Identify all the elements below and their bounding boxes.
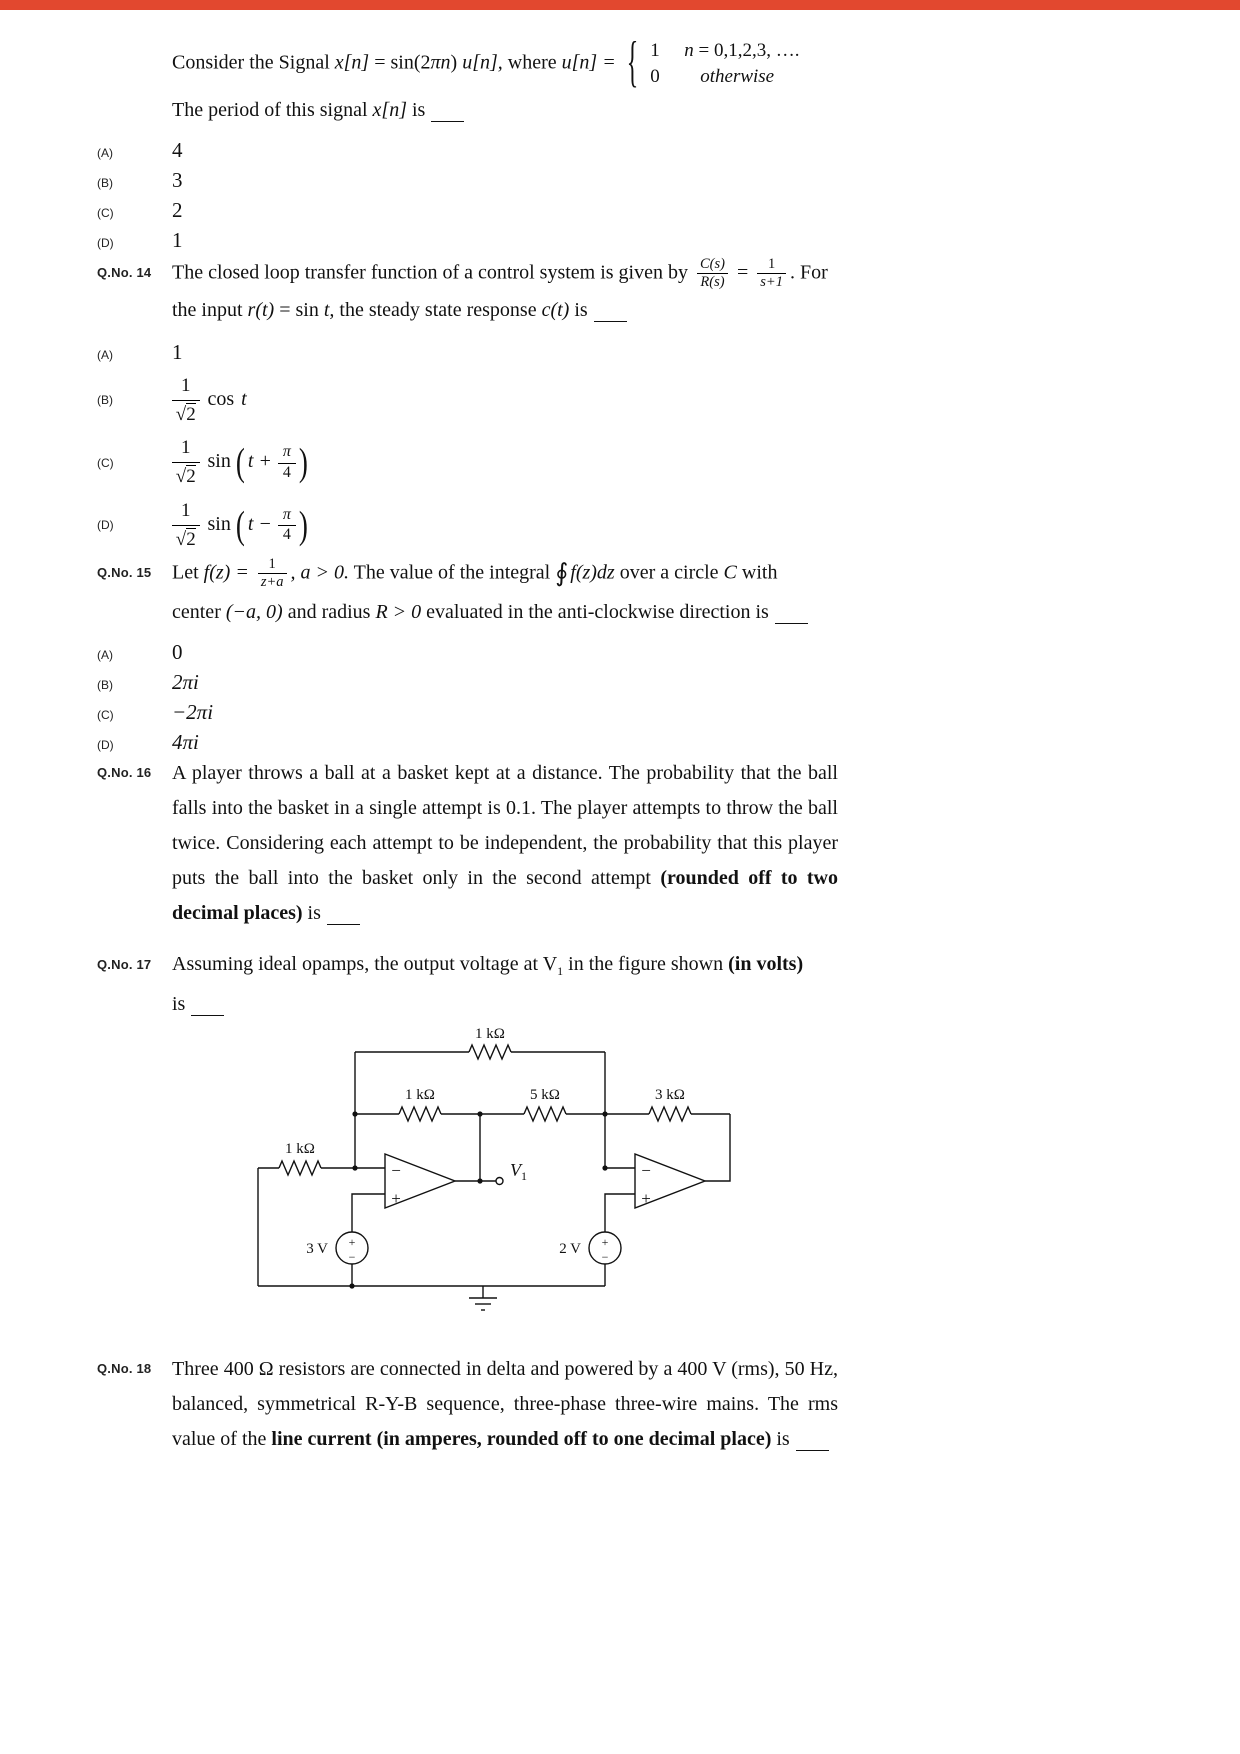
resistor-feedback <box>469 1045 511 1059</box>
math-segment: x[n] <box>372 99 407 121</box>
resistor-series-1k <box>399 1107 441 1121</box>
question-14-option-c <box>97 436 838 489</box>
question-16-head <box>97 756 838 931</box>
resistor-label: 3 kΩ <box>655 1087 685 1103</box>
transfer-function-fraction <box>697 256 728 292</box>
case-condition <box>684 38 799 64</box>
top-bar <box>0 0 1240 10</box>
math-segment: x[n] <box>334 51 370 74</box>
contour-integral-symbol: ∮ <box>555 560 569 588</box>
math-segment: πn <box>430 51 451 74</box>
question-17-text-line-2 <box>172 988 838 1021</box>
option-value: 1 <box>172 339 183 364</box>
fraction <box>172 436 200 489</box>
numerator: 1 <box>258 556 287 574</box>
option-label: (B) <box>97 176 113 190</box>
question-17-text-line-1 <box>172 948 838 988</box>
resistor-series-5k <box>524 1107 566 1121</box>
option-value: 4πi <box>172 729 199 754</box>
case-condition: otherwise <box>700 66 775 87</box>
math-segment: r(t) <box>247 298 275 321</box>
sqrt-argument: 2 <box>186 466 196 488</box>
case-row <box>650 64 799 90</box>
numerator: 1 <box>757 256 786 274</box>
answer-blank <box>796 1440 829 1451</box>
fraction <box>172 374 200 427</box>
junction-dots <box>349 1111 607 1288</box>
resistor-label: 1 kΩ <box>285 1141 315 1157</box>
math-segment: R > 0 <box>375 600 422 623</box>
option-value: −2πi <box>172 699 214 724</box>
text-segment: ) <box>450 51 458 74</box>
answer-blank <box>327 914 360 925</box>
option-value: 4 <box>172 138 183 162</box>
text-segment: over a circle <box>619 561 719 584</box>
option-value: 1 <box>172 228 183 252</box>
text-segment: is <box>574 298 588 321</box>
resistor-3k <box>649 1107 691 1121</box>
question-18-text <box>172 1352 838 1457</box>
question-14-option-d <box>97 499 838 552</box>
math-segment: u[n], <box>462 51 503 74</box>
option-label: (B) <box>97 677 113 692</box>
source-plus-sign: + <box>601 1235 609 1249</box>
text-segment: The value of the integral <box>353 561 551 584</box>
value-fraction <box>757 256 786 292</box>
option-label: (C) <box>97 707 114 722</box>
question-13-head <box>97 32 838 127</box>
denominator: z+a <box>260 574 284 591</box>
text-segment: where <box>507 51 557 74</box>
question-13-option-b <box>97 167 838 194</box>
text-segment: The period of this signal <box>172 99 368 121</box>
denominator: R(s) <box>700 274 725 291</box>
option-label: (A) <box>97 347 113 362</box>
sqrt-argument: 2 <box>186 403 196 425</box>
question-14-number: Q.No. 14 <box>97 265 152 280</box>
argument: t <box>241 387 247 410</box>
source-label-2v: 2 V <box>559 1241 581 1257</box>
v1-terminal <box>496 1178 503 1185</box>
question-13-option-d <box>97 227 838 254</box>
math-segment: t, <box>323 298 335 321</box>
fraction <box>172 499 200 552</box>
question-17-body <box>172 948 838 1021</box>
resistor-label: 5 kΩ <box>530 1087 560 1103</box>
option-value: 0 <box>172 639 183 664</box>
sqrt-symbol: √ <box>175 528 187 550</box>
option-value <box>172 374 838 427</box>
f-of-z-fraction <box>258 556 287 592</box>
opamp1-noninverting-sign: + <box>391 1189 401 1208</box>
question-13-body <box>172 32 838 127</box>
v1-subscript: 1 <box>521 1169 527 1183</box>
answer-blank <box>594 311 627 322</box>
question-15-option-d <box>97 729 838 756</box>
text-segment: The closed loop transfer function of a control system is given by <box>172 261 688 284</box>
question-15-option-b <box>97 669 838 696</box>
question-14-text-line-2 <box>172 294 838 327</box>
option-label: (D) <box>97 518 114 533</box>
text-segment: Let <box>172 561 199 584</box>
option-value: 2 <box>172 198 183 222</box>
ground-icon <box>469 1298 497 1310</box>
source-minus-sign: − <box>348 1250 356 1264</box>
text-segment: center <box>172 600 221 623</box>
function-name: cos <box>207 387 235 410</box>
text-segment: and radius <box>287 600 371 623</box>
question-15-text-line-1 <box>172 556 838 592</box>
right-paren: ) <box>298 502 308 547</box>
denominator <box>176 401 196 427</box>
left-paren: ( <box>235 440 245 484</box>
opamp1-inverting-sign: − <box>391 1161 401 1180</box>
question-14-text-line-1 <box>172 256 838 292</box>
answer-blank <box>775 613 808 624</box>
opamp-circuit-figure <box>240 1026 740 1341</box>
text-segment: in the figure shown <box>563 953 729 975</box>
text-segment: evaluated in the anti-clockwise direction is <box>426 600 769 623</box>
option-label: (A) <box>97 146 113 160</box>
text-segment: is <box>411 99 426 121</box>
resistor-label: 1 kΩ <box>405 1087 435 1103</box>
text-segment: the input <box>172 298 243 321</box>
numerator: C(s) <box>697 256 728 274</box>
text-segment: Three 400 Ω resistors are connected in delta and powered by a 400 V (rms), 50 Hz, balanced, symmetrical R-Y-B sequence, three-phase three-wire mains. The rms value of the <box>172 1358 838 1450</box>
question-15 <box>97 556 838 756</box>
text-segment: A player throws a ball at a basket kept at a distance. The probability that the ball falls into the basket in a single attempt is 0.1. The player attempts to throw the ball twice. Considering each attempt to be independent, the probability that this player puts the ball into the basket only in the second attempt <box>172 762 838 889</box>
opamp2-inverting-sign: − <box>641 1161 651 1180</box>
pi-over-4-fraction <box>278 506 296 545</box>
question-13-option-c <box>97 197 838 224</box>
math-segment: c(t) <box>541 298 570 321</box>
case-value: 0 <box>650 66 660 87</box>
math-segment: n <box>684 40 694 61</box>
subscript: 1 <box>557 964 564 978</box>
text-segment: is <box>172 993 186 1015</box>
pi-over-4-fraction <box>278 443 296 482</box>
equals-sign: = <box>736 261 749 284</box>
text-segment: Consider the Signal <box>172 51 330 74</box>
option-label: (D) <box>97 236 114 250</box>
question-15-body <box>172 556 838 629</box>
numerator: 1 <box>172 374 200 401</box>
question-16 <box>97 756 838 931</box>
question-13 <box>97 32 838 254</box>
question-18-number: Q.No. 18 <box>97 1361 152 1376</box>
source-minus-sign: − <box>601 1250 609 1264</box>
question-13-text-line-2 <box>172 94 838 127</box>
numerator: 1 <box>172 436 200 463</box>
text-segment: = sin(2 <box>374 51 431 74</box>
question-14-option-a <box>97 339 838 366</box>
numerator: 1 <box>172 499 200 526</box>
right-paren: ) <box>298 440 308 484</box>
denominator: 4 <box>282 526 291 544</box>
cases-column <box>650 38 799 90</box>
text-segment: Assuming ideal opamps, the output voltage at V <box>172 953 558 975</box>
bold-segment: (rounded off to two decimal places) <box>172 867 838 924</box>
denominator: s+1 <box>760 274 783 291</box>
math-segment: u[n] = <box>561 51 616 74</box>
question-18 <box>97 1352 838 1457</box>
question-15-text-line-2 <box>172 596 838 629</box>
source-label-3v: 3 V <box>306 1241 328 1257</box>
text-segment: with <box>741 561 778 584</box>
option-label: (C) <box>97 455 114 470</box>
answer-blank <box>191 1005 224 1016</box>
question-13-option-a <box>97 137 838 164</box>
option-value: 3 <box>172 168 183 192</box>
option-value: 2πi <box>172 669 199 694</box>
numerator: π <box>278 506 296 526</box>
argument: t + <box>247 450 272 473</box>
argument: t − <box>247 512 272 535</box>
option-label: (D) <box>97 737 114 752</box>
left-brace: { <box>626 32 639 94</box>
denominator <box>176 463 196 489</box>
option-value <box>172 499 838 552</box>
question-17-number: Q.No. 17 <box>97 957 152 972</box>
function-name: sin <box>207 512 231 535</box>
denominator <box>176 526 196 552</box>
v1-label <box>510 1160 527 1183</box>
question-17-head <box>97 948 838 1021</box>
case-row <box>650 38 799 64</box>
denominator: 4 <box>282 463 291 481</box>
sqrt-symbol: √ <box>175 466 187 488</box>
question-15-head <box>97 556 838 629</box>
piecewise-definition <box>626 32 800 94</box>
option-label: (B) <box>97 393 113 408</box>
question-15-option-a <box>97 639 838 666</box>
question-16-text <box>172 756 838 931</box>
option-value <box>172 436 838 489</box>
left-paren: ( <box>235 502 245 547</box>
function-name: sin <box>207 450 231 473</box>
sqrt-symbol: √ <box>175 403 187 425</box>
v1-symbol: V <box>510 1160 521 1180</box>
circuit-diagram <box>240 1026 740 1336</box>
text-segment: . For <box>789 261 828 284</box>
sqrt-argument: 2 <box>186 528 196 550</box>
math-segment: C <box>723 561 737 584</box>
question-14-body <box>172 256 838 327</box>
option-label: (A) <box>97 647 113 662</box>
resistor-input-1k <box>279 1161 321 1175</box>
math-segment: f(z) = <box>203 561 249 584</box>
question-13-number <box>97 38 172 47</box>
bold-segment: (in volts) <box>728 953 804 975</box>
question-16-number: Q.No. 16 <box>97 765 152 780</box>
case-value: 1 <box>650 40 660 61</box>
source-plus-sign: + <box>348 1235 356 1249</box>
question-14 <box>97 256 838 551</box>
question-15-option-c <box>97 699 838 726</box>
text-segment: is <box>771 1428 790 1450</box>
numerator: π <box>278 443 296 463</box>
opamp2-noninverting-sign: + <box>641 1189 651 1208</box>
question-14-option-b <box>97 374 838 427</box>
text-segment: is <box>302 902 321 924</box>
question-13-text-line-1 <box>172 32 838 94</box>
question-14-head <box>97 256 838 327</box>
math-segment: , a > 0. <box>290 561 349 584</box>
text-segment: the steady state response <box>339 298 537 321</box>
question-15-number: Q.No. 15 <box>97 565 152 580</box>
resistor-label: 1 kΩ <box>475 1026 505 1042</box>
answer-blank <box>431 111 464 122</box>
math-segment: f(z)dz <box>570 561 615 584</box>
question-18-head <box>97 1352 838 1457</box>
text-segment: = sin <box>279 298 319 321</box>
math-segment: (−a, 0) <box>225 600 283 623</box>
option-label: (C) <box>97 206 114 220</box>
text-segment: = 0,1,2,3, …. <box>698 40 800 61</box>
question-17 <box>97 948 838 1021</box>
bold-segment: line current (in amperes, rounded off to one decimal place) <box>271 1428 772 1450</box>
